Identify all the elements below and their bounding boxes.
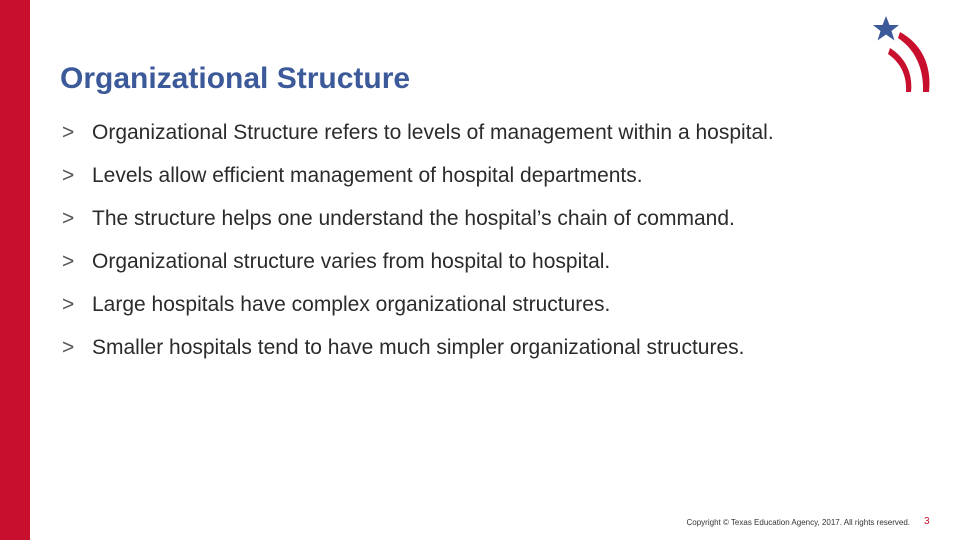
slide-title: Organizational Structure bbox=[60, 62, 411, 95]
bullet-marker: > bbox=[62, 164, 75, 187]
bullet-item bbox=[62, 247, 922, 276]
bullet-item bbox=[62, 118, 922, 147]
bullet-text: Organizational structure varies from hospital to hospital. bbox=[92, 250, 611, 273]
bullet-text: Organizational Structure refers to levels of management within a hospital. bbox=[92, 121, 774, 144]
bullet-item bbox=[62, 290, 922, 319]
bullet-list bbox=[62, 118, 922, 376]
bullet-text: Large hospitals have complex organizational structures. bbox=[92, 293, 611, 316]
bullet-text: The structure helps one understand the hospital’s chain of command. bbox=[92, 207, 735, 230]
bullet-item bbox=[62, 161, 922, 190]
star-swoosh-icon bbox=[866, 14, 938, 96]
star-icon bbox=[873, 16, 899, 41]
bullet-text: Levels allow efficient management of hospital departments. bbox=[92, 164, 643, 187]
left-accent-bar bbox=[0, 0, 30, 540]
bullet-item bbox=[62, 204, 922, 233]
page-number: 3 bbox=[924, 516, 930, 527]
swoosh-inner-stripe bbox=[888, 48, 911, 92]
bullet-marker: > bbox=[62, 250, 75, 273]
bullet-marker: > bbox=[62, 207, 75, 230]
bullet-marker: > bbox=[62, 121, 75, 144]
bullet-marker: > bbox=[62, 293, 75, 316]
bullet-marker: > bbox=[62, 336, 75, 359]
bullet-text: Smaller hospitals tend to have much simpler organizational structures. bbox=[92, 336, 745, 359]
copyright-notice: Copyright © Texas Education Agency, 2017. All rights reserved. bbox=[686, 518, 910, 527]
bullet-item bbox=[62, 333, 922, 362]
